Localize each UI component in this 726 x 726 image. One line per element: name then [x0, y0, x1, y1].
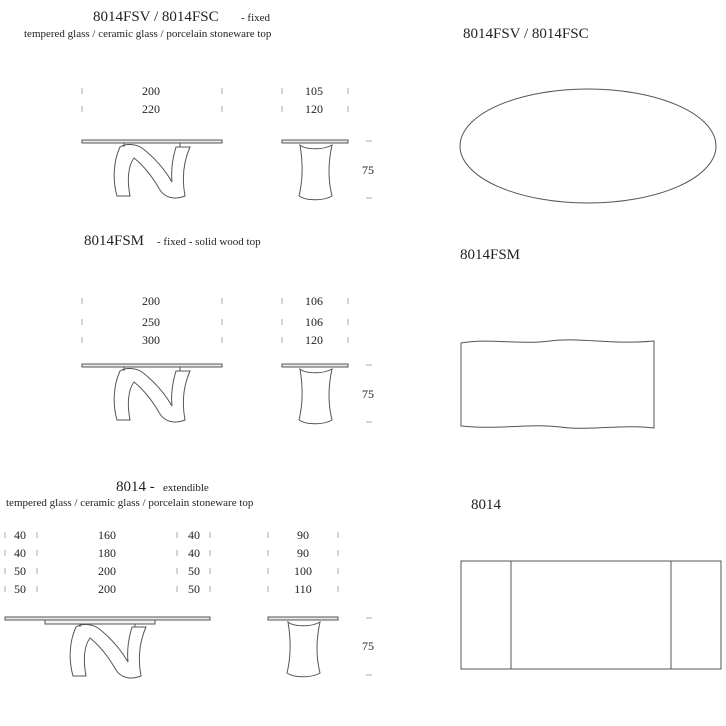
extendible-top-plan — [461, 561, 721, 669]
s2-height: 75 — [362, 387, 374, 401]
s3-length-2: 180 — [98, 546, 116, 560]
s3-front-elevation — [5, 617, 210, 678]
s3-left-ext-3: 50 — [14, 564, 26, 578]
s1-side-elevation — [282, 140, 348, 200]
s3-width-4: 110 — [294, 582, 312, 596]
s3-right-ext-1: 40 — [188, 528, 200, 542]
plan-oval-title: 8014FSV / 8014FSC — [463, 26, 589, 42]
s3-left-ext-2: 40 — [14, 546, 26, 560]
section2-type: - fixed - solid wood top — [157, 236, 261, 248]
s1-front-elevation — [82, 140, 222, 198]
s3-right-ext-4: 50 — [188, 582, 200, 596]
s3-height: 75 — [362, 639, 374, 653]
s2-length-1: 200 — [142, 294, 160, 308]
s3-width-3: 100 — [294, 564, 312, 578]
s3-length-4: 200 — [98, 582, 116, 596]
s2-length-3: 300 — [142, 333, 160, 347]
s3-right-ext-2: 40 — [188, 546, 200, 560]
section3-material: tempered glass / ceramic glass / porcelain stoneware top — [6, 497, 254, 509]
section3-type: extendible — [163, 482, 209, 494]
dimension-ticks — [5, 88, 372, 675]
section1-code: 8014FSV / 8014FSC — [93, 9, 219, 25]
s3-width-2: 90 — [297, 546, 309, 560]
plan-ext-title: 8014 — [471, 497, 501, 513]
s3-side-elevation — [268, 617, 338, 677]
s3-right-ext-3: 50 — [188, 564, 200, 578]
s1-length-1: 200 — [142, 84, 160, 98]
s2-front-elevation — [82, 364, 222, 422]
s1-length-2: 220 — [142, 102, 160, 116]
wood-top-plan — [461, 340, 654, 428]
s3-left-ext-1: 40 — [14, 528, 26, 542]
section1-material: tempered glass / ceramic glass / porcelain stoneware top — [24, 28, 272, 40]
s2-width-3: 120 — [305, 333, 323, 347]
s2-width-2: 106 — [305, 315, 323, 329]
s1-width-2: 120 — [305, 102, 323, 116]
oval-top-plan — [460, 89, 716, 203]
section3-code: 8014 - — [116, 479, 155, 495]
s3-length-1: 160 — [98, 528, 116, 542]
section1-type: - fixed — [241, 12, 271, 24]
s1-height: 75 — [362, 163, 374, 177]
s3-left-ext-4: 50 — [14, 582, 26, 596]
section2-code: 8014FSM — [84, 233, 145, 249]
s2-width-1: 106 — [305, 294, 323, 308]
s1-width-1: 105 — [305, 84, 323, 98]
s3-width-1: 90 — [297, 528, 309, 542]
s3-length-3: 200 — [98, 564, 116, 578]
plan-wood-title: 8014FSM — [460, 247, 521, 263]
s2-length-2: 250 — [142, 315, 160, 329]
s2-side-elevation — [282, 364, 348, 424]
